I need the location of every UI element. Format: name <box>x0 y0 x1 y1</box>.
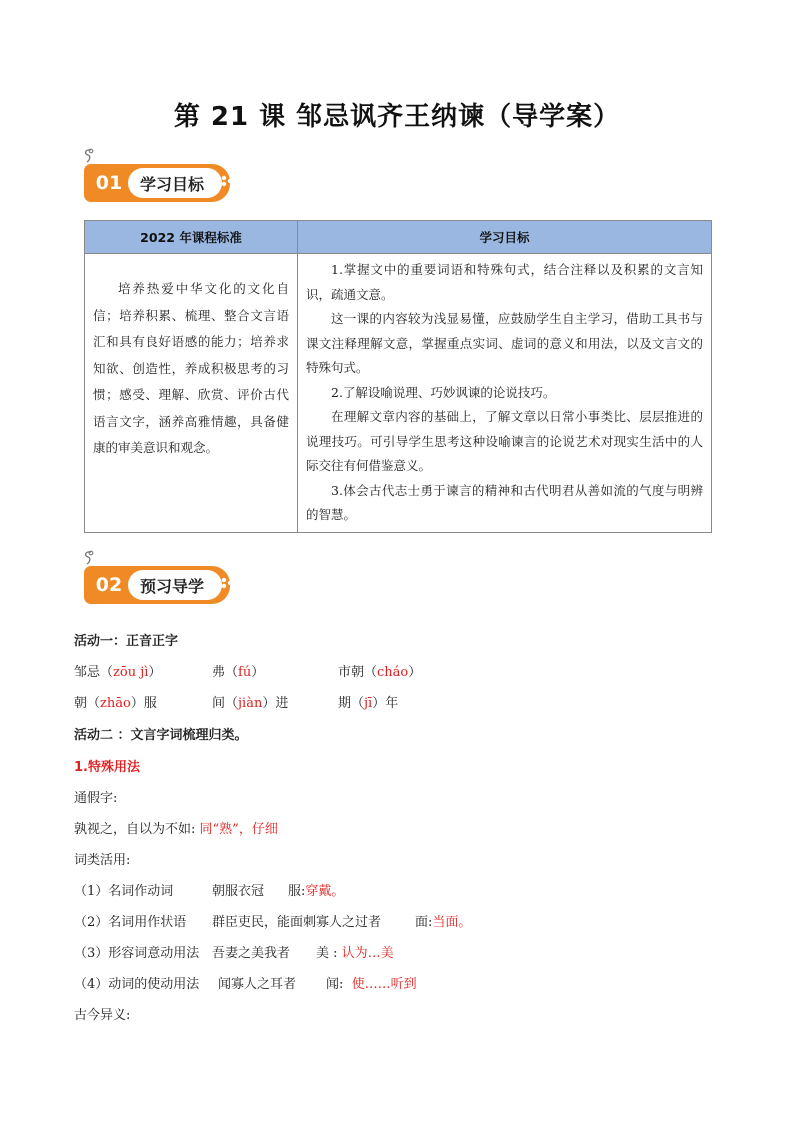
section-number: 01 <box>95 172 123 194</box>
tongjia-line: 孰视之，自以为不如: 同“熟”，仔细 <box>74 822 278 837</box>
activity1-heading: 活动一：正音正字 <box>74 634 179 649</box>
usage-item-answer: 服:穿戴。 <box>288 884 345 899</box>
usage-item-answer: 美 : 认为…美 <box>316 946 394 961</box>
table-header-goals: 学习目标 <box>298 221 712 254</box>
pinyin-item: 市朝（cháo） <box>338 665 422 680</box>
goal-line: 3.体会古代志士勇于谏言的精神和古代明君从善如流的气度与明辨的智慧。 <box>306 482 703 522</box>
hook-icon <box>82 148 96 164</box>
goals-table <box>84 220 712 533</box>
pinyin-item: 间（jiàn）进 <box>212 696 289 711</box>
goals-cell <box>298 254 712 533</box>
section-badge-02 <box>84 562 232 604</box>
section-badge-01 <box>84 160 232 202</box>
usage-item-example: 吾妻之美我者 <box>212 946 291 961</box>
standard-text: 培养热爱中华文化的文化自信；培养积累、梳理、整合文言语汇和具有良好语感的能力；培养求知欲、创造性，养成积极思考的习惯；感受、理解、欣赏、评价古代语言文字，涵养高雅情趣，具备健康的审美意识和观念。 <box>93 281 289 455</box>
section-label: 学习目标 <box>139 175 204 194</box>
goal-line: 2.了解设喻说理、巧妙讽谏的论说技巧。 <box>331 384 556 400</box>
usage-item-number: （3）形容词意动用法 <box>74 946 200 961</box>
activity2-heading: 活动二 ：文言字词梳理归类。 <box>74 728 248 743</box>
page-title: 第 21 课 邹忌讽齐王纳谏（导学案） <box>173 102 621 132</box>
section-number: 02 <box>95 574 123 596</box>
usage-item-number: （4）动词的使动用法 <box>74 977 200 992</box>
hook-icon <box>82 550 96 566</box>
subheading-special-usage: 1.特殊用法 <box>74 760 140 775</box>
usage-item-number: （2）名词用作状语 <box>74 915 187 930</box>
pinyin-item: 邹忌（zōu jì） <box>74 665 162 680</box>
pinyin-item: 期（jī）年 <box>338 696 399 711</box>
pinyin-item: 弗（fú） <box>212 665 265 680</box>
goal-line: 这一课的内容较为浅显易懂，应鼓励学生自主学习，借助工具书与课文注释理解文意，掌握重点实词、虚词的意义和用法，以及文言文的特殊句式。 <box>306 311 703 375</box>
usage-item-example: 朝服衣冠 <box>212 884 265 899</box>
usage-item-answer: 闻: 使……听到 <box>326 977 417 992</box>
goal-line: 在理解文章内容的基础上，了解文章以日常小事类比、层层推进的说理技巧。可引导学生思考这种设喻谏言的论说艺术对现实生活中的人际交往有何借鉴意义。 <box>306 409 703 473</box>
cilei-label: 词类活用: <box>74 853 131 868</box>
dots-icon <box>220 174 234 192</box>
table-header-standard: 2022 年课程标准 <box>85 221 298 254</box>
standard-cell <box>85 254 298 533</box>
pinyin-item: 朝（zhāo）服 <box>74 696 157 711</box>
gujin-label: 古今异义: <box>74 1008 131 1023</box>
tongjia-label: 通假字: <box>74 791 118 806</box>
usage-item-answer: 面:当面。 <box>415 915 472 930</box>
usage-item-example: 闻寡人之耳者 <box>218 977 297 992</box>
usage-item-example: 群臣吏民，能面刺寡人之过者 <box>212 915 382 930</box>
section-label: 预习导学 <box>139 577 204 596</box>
goal-line: 1.掌握文中的重要词语和特殊句式，结合注释以及积累的文言知识，疏通文意。 <box>306 262 703 302</box>
usage-item-number: （1）名词作动词 <box>74 884 174 899</box>
dots-icon <box>220 576 234 594</box>
